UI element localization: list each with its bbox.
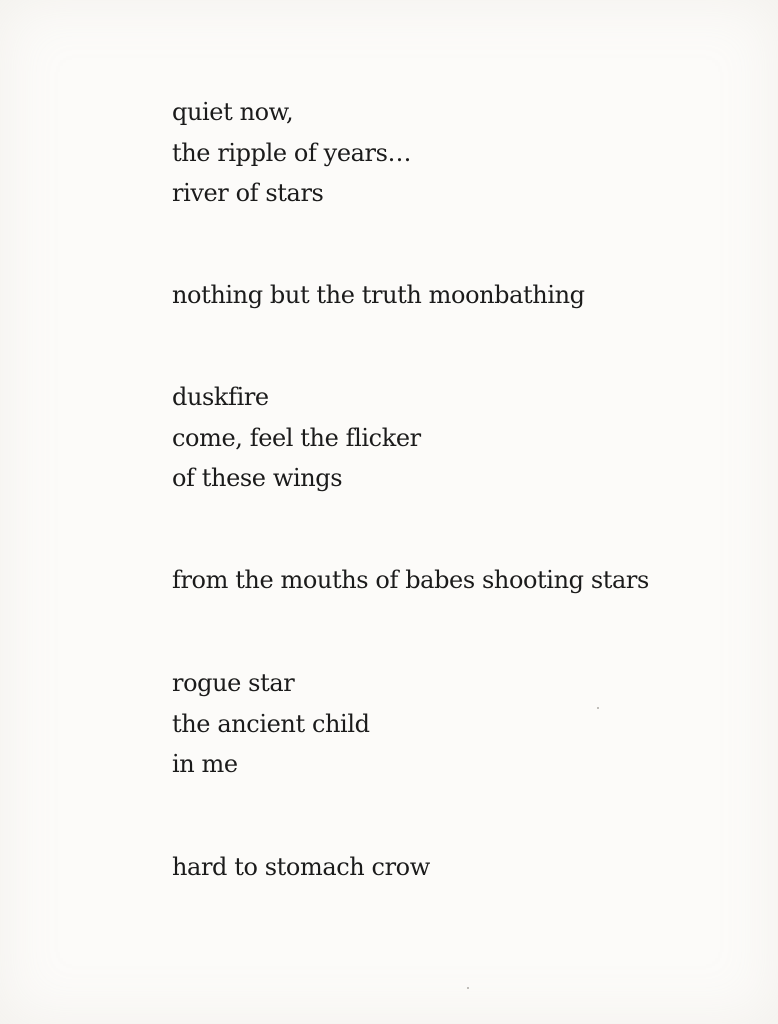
poem-line: the ripple of years… xyxy=(172,138,412,167)
monoku-1 xyxy=(172,275,585,316)
paper-speck xyxy=(597,707,599,709)
poem-line: rogue star xyxy=(172,669,295,697)
poem-line: the ancient child xyxy=(172,709,370,738)
poem-line: come, feel the flicker xyxy=(172,423,421,452)
poem-line: river of stars xyxy=(172,179,324,207)
paper-speck xyxy=(467,987,469,989)
monoku-3 xyxy=(172,847,430,888)
poem-line: of these wings xyxy=(172,464,343,492)
poem-line: quiet now, xyxy=(172,98,294,126)
haiku-3 xyxy=(172,663,370,785)
poem-line: duskfire xyxy=(172,383,269,411)
haiku-2 xyxy=(172,377,421,499)
poem-line: in me xyxy=(172,750,238,778)
poem-line: from the mouths of babes shooting stars xyxy=(172,566,649,594)
poem-line: nothing but the truth moonbathing xyxy=(172,281,585,309)
monoku-2 xyxy=(172,560,649,601)
haiku-1 xyxy=(172,92,411,214)
poem-line: hard to stomach crow xyxy=(172,853,430,881)
